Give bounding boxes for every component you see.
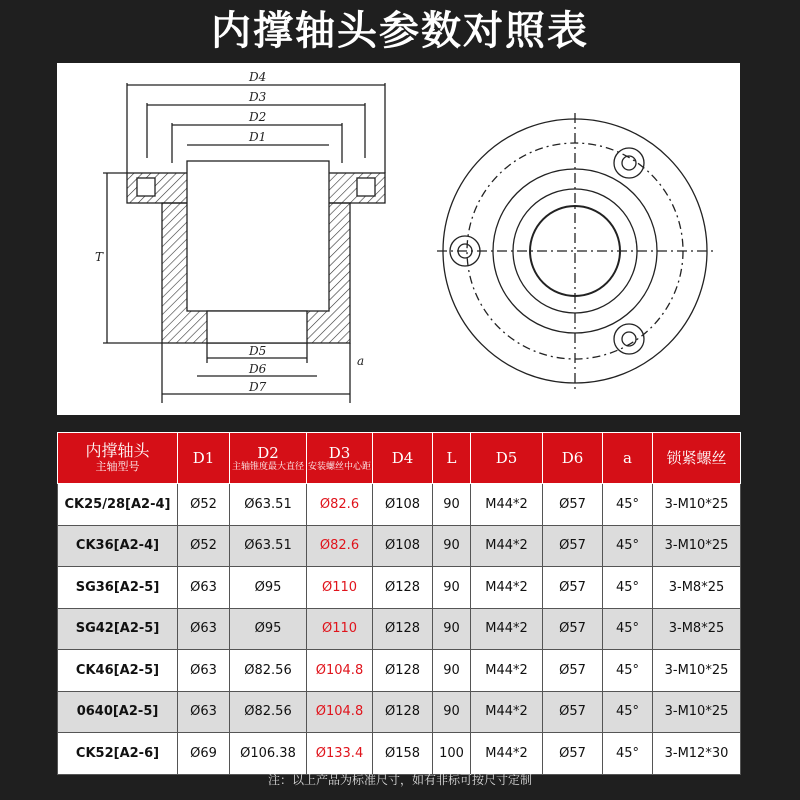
column-header	[307, 433, 373, 484]
table-cell: 90	[433, 650, 471, 692]
label-t: T	[95, 250, 104, 264]
table-row	[58, 691, 741, 733]
table-cell: Ø57	[543, 733, 603, 775]
model-cell: SG36[A2-5]	[58, 567, 178, 609]
table-cell: Ø104.8	[307, 650, 373, 692]
column-header	[433, 433, 471, 484]
table-cell: Ø57	[543, 525, 603, 567]
column-header-label: D6	[561, 449, 584, 467]
table-row	[58, 525, 741, 567]
table-cell: Ø63	[178, 691, 230, 733]
table-row	[58, 650, 741, 692]
table-cell: Ø63.51	[230, 525, 307, 567]
table-cell: Ø63.51	[230, 484, 307, 526]
table-cell: M44*2	[471, 608, 543, 650]
table-row	[58, 567, 741, 609]
table-cell: M44*2	[471, 484, 543, 526]
table-cell: 90	[433, 608, 471, 650]
model-cell: CK25/28[A2-4]	[58, 484, 178, 526]
label-a: a	[357, 354, 365, 368]
cross-section-view	[103, 83, 385, 403]
column-header-sublabel: 主轴锥度最大直径	[231, 462, 304, 472]
table-cell: Ø104.8	[307, 691, 373, 733]
table-cell: M44*2	[471, 567, 543, 609]
table-cell: Ø108	[373, 484, 433, 526]
table-cell: 45°	[603, 691, 653, 733]
table-cell: 3-M12*30	[653, 733, 741, 775]
column-header	[230, 433, 307, 484]
table-cell: Ø57	[543, 650, 603, 692]
table-cell: M44*2	[471, 691, 543, 733]
column-header-label: 内撑轴头	[85, 441, 150, 460]
table-header-row	[58, 433, 741, 484]
table-cell: M44*2	[471, 733, 543, 775]
bolt-hole-1	[614, 148, 644, 178]
table-cell: Ø52	[178, 484, 230, 526]
table-cell: 3-M8*25	[653, 608, 741, 650]
column-header	[373, 433, 433, 484]
column-header-label: a	[623, 449, 632, 467]
bore	[187, 161, 329, 311]
table-cell: Ø82.6	[307, 525, 373, 567]
table-cell: 90	[433, 525, 471, 567]
footnote: 注：以上产品为标准尺寸，如有非标可按尺寸定制	[267, 773, 532, 787]
front-view	[437, 113, 713, 389]
label-d6: D6	[249, 362, 267, 376]
table-cell: Ø128	[373, 567, 433, 609]
label-d5: D5	[249, 344, 267, 358]
table-cell: Ø128	[373, 691, 433, 733]
table-cell: Ø63	[178, 567, 230, 609]
column-header-label: D3	[328, 444, 351, 462]
model-cell: CK36[A2-4]	[58, 525, 178, 567]
table-cell: 3-M10*25	[653, 525, 741, 567]
column-header	[543, 433, 603, 484]
label-d3: D3	[249, 90, 267, 104]
table-cell: Ø82.56	[230, 650, 307, 692]
table-cell: Ø57	[543, 567, 603, 609]
table-cell: Ø128	[373, 608, 433, 650]
thread-bore	[207, 311, 307, 343]
table-cell: 100	[433, 733, 471, 775]
table-cell: 90	[433, 691, 471, 733]
column-header	[178, 433, 230, 484]
table-row	[58, 733, 741, 775]
technical-drawing	[57, 63, 740, 415]
table-cell: Ø52	[178, 525, 230, 567]
table-row	[58, 484, 741, 526]
column-header-sublabel: 安装螺丝中心距	[307, 462, 371, 472]
label-d2: D2	[249, 110, 267, 124]
table-cell: Ø69	[178, 733, 230, 775]
table-cell: M44*2	[471, 525, 543, 567]
label-d7: D7	[249, 380, 267, 394]
table-cell: Ø57	[543, 608, 603, 650]
table-cell: 3-M10*25	[653, 484, 741, 526]
column-header-label: D1	[192, 449, 215, 467]
model-cell: SG42[A2-5]	[58, 608, 178, 650]
table-cell: Ø82.6	[307, 484, 373, 526]
column-header-label: 锁紧螺丝	[666, 449, 727, 467]
model-cell: 0640[A2-5]	[58, 691, 178, 733]
table-cell: Ø128	[373, 650, 433, 692]
table-cell: Ø158	[373, 733, 433, 775]
table-cell: 45°	[603, 484, 653, 526]
model-cell: CK46[A2-5]	[58, 650, 178, 692]
table-cell: 45°	[603, 525, 653, 567]
table-cell: Ø57	[543, 691, 603, 733]
label-d1: D1	[249, 130, 267, 144]
table-cell: Ø133.4	[307, 733, 373, 775]
column-header-sublabel: 主轴型号	[95, 460, 140, 473]
table-cell: M44*2	[471, 650, 543, 692]
table-cell: Ø95	[230, 608, 307, 650]
table-cell: 45°	[603, 650, 653, 692]
column-header-label: D5	[495, 449, 518, 467]
table-cell: 3-M10*25	[653, 691, 741, 733]
model-cell: CK52[A2-6]	[58, 733, 178, 775]
column-header	[603, 433, 653, 484]
table-cell: Ø63	[178, 650, 230, 692]
table-cell: 90	[433, 484, 471, 526]
column-header-label: D2	[257, 444, 279, 462]
table-cell: Ø110	[307, 567, 373, 609]
column-header-label: L	[446, 449, 457, 467]
table-cell: Ø63	[178, 608, 230, 650]
table-cell: Ø106.38	[230, 733, 307, 775]
column-header	[471, 433, 543, 484]
table-body	[58, 484, 741, 775]
label-d4: D4	[249, 70, 267, 84]
column-header	[58, 433, 178, 484]
table-cell: 3-M10*25	[653, 650, 741, 692]
table-cell: Ø57	[543, 484, 603, 526]
page-title: 内撑轴头参数对照表	[211, 8, 589, 54]
table-cell: 45°	[603, 733, 653, 775]
technical-drawing-svg	[57, 63, 740, 415]
bolt-hole-3	[614, 324, 644, 354]
table-row	[58, 608, 741, 650]
parameter-table	[57, 432, 741, 775]
table-cell: 3-M8*25	[653, 567, 741, 609]
table-cell: 45°	[603, 608, 653, 650]
table-cell: Ø108	[373, 525, 433, 567]
column-header-label: D4	[391, 449, 414, 467]
table-cell: 90	[433, 567, 471, 609]
table-cell: Ø82.56	[230, 691, 307, 733]
column-header	[653, 433, 741, 484]
table-cell: 45°	[603, 567, 653, 609]
table-cell: Ø95	[230, 567, 307, 609]
table-cell: Ø110	[307, 608, 373, 650]
